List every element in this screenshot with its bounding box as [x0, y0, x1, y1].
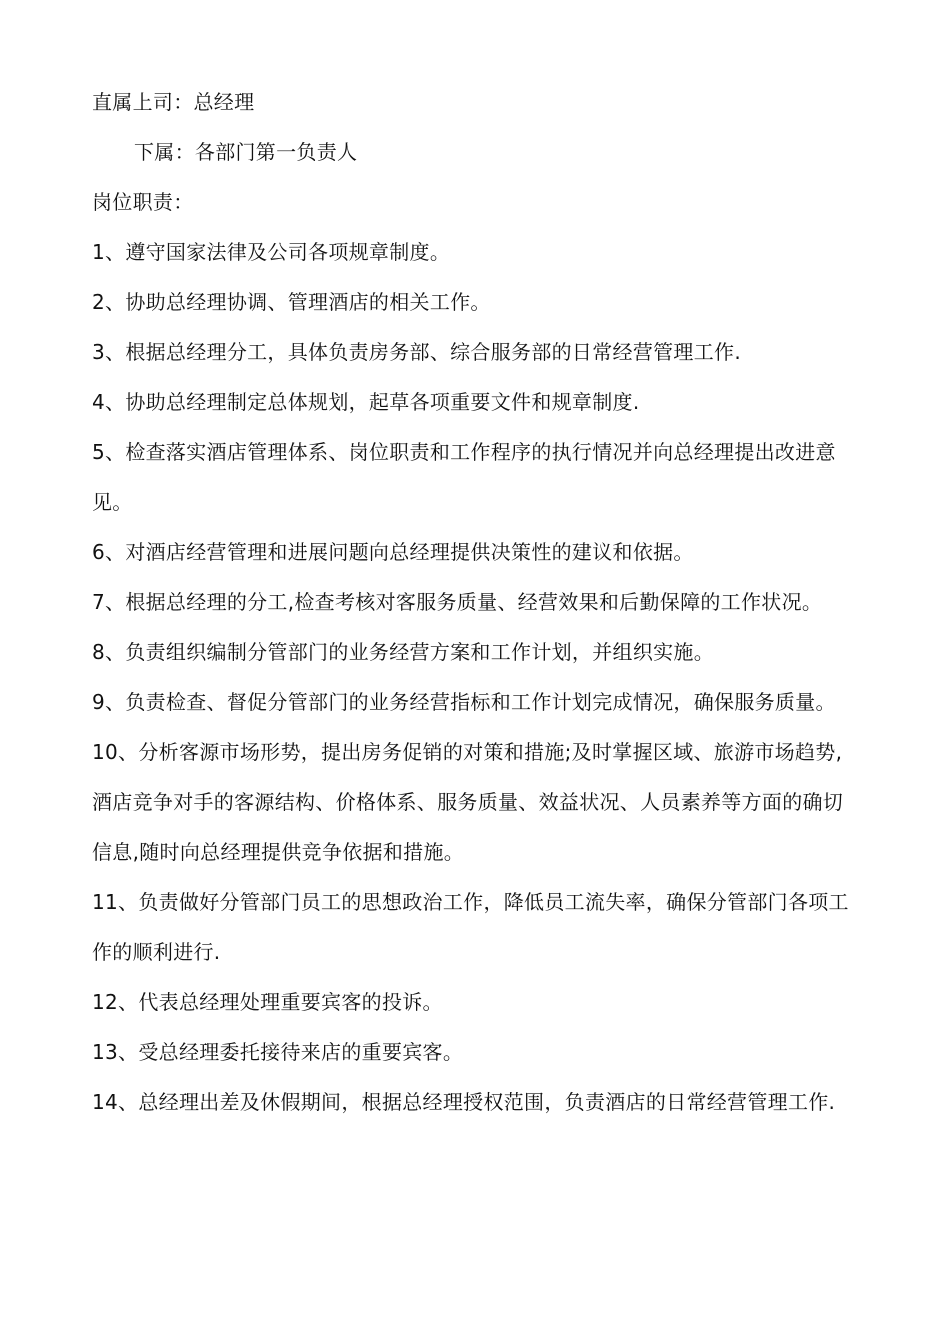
supervisor-line: 直属上司：总经理 — [92, 90, 255, 114]
duty-item: 6、对酒店经营管理和进展问题向总经理提供决策性的建议和依据。 — [92, 540, 694, 564]
duty-item: 1、遵守国家法律及公司各项规章制度。 — [92, 240, 451, 264]
duty-item: 9、负责检查、督促分管部门的业务经营指标和工作计划完成情况，确保服务质量。 — [92, 690, 836, 714]
duty-item: 12、代表总经理处理重要宾客的投诉。 — [92, 990, 443, 1014]
duty-item: 3、根据总经理分工，具体负责房务部、综合服务部的日常经营管理工作. — [92, 340, 741, 364]
duty-item: 7、根据总经理的分工,检查考核对客服务质量、经营效果和后勤保障的工作状况。 — [92, 590, 823, 614]
duties-heading: 岗位职责： — [92, 190, 194, 214]
duty-item: 4、协助总经理制定总体规划，起草各项重要文件和规章制度. — [92, 390, 640, 414]
duty-item: 2、协助总经理协调、管理酒店的相关工作。 — [92, 290, 491, 314]
subordinates-line: 下属：各部门第一负责人 — [134, 140, 358, 164]
duty-item: 10、分析客源市场形势，提出房务促销的对策和措施;及时掌握区域、旅游市场趋势,酒店竞争对手的客源结构、价格体系、服务质量、效益状况、人员素养等方面的确切信息,随时向总经理提供竞争依据和措施。 — [92, 740, 844, 864]
duty-item: 14、总经理出差及休假期间，根据总经理授权范围，负责酒店的日常经营管理工作. — [92, 1090, 836, 1114]
duty-item: 5、检查落实酒店管理体系、岗位职责和工作程序的执行情况并向总经理提出改进意见。 — [92, 440, 836, 514]
document-body — [92, 77, 860, 1127]
duty-item: 8、负责组织编制分管部门的业务经营方案和工作计划，并组织实施。 — [92, 640, 715, 664]
duty-item: 11、负责做好分管部门员工的思想政治工作，降低员工流失率，确保分管部门各项工作的顺利进行. — [92, 890, 849, 964]
duty-item: 13、受总经理委托接待来店的重要宾客。 — [92, 1040, 464, 1064]
